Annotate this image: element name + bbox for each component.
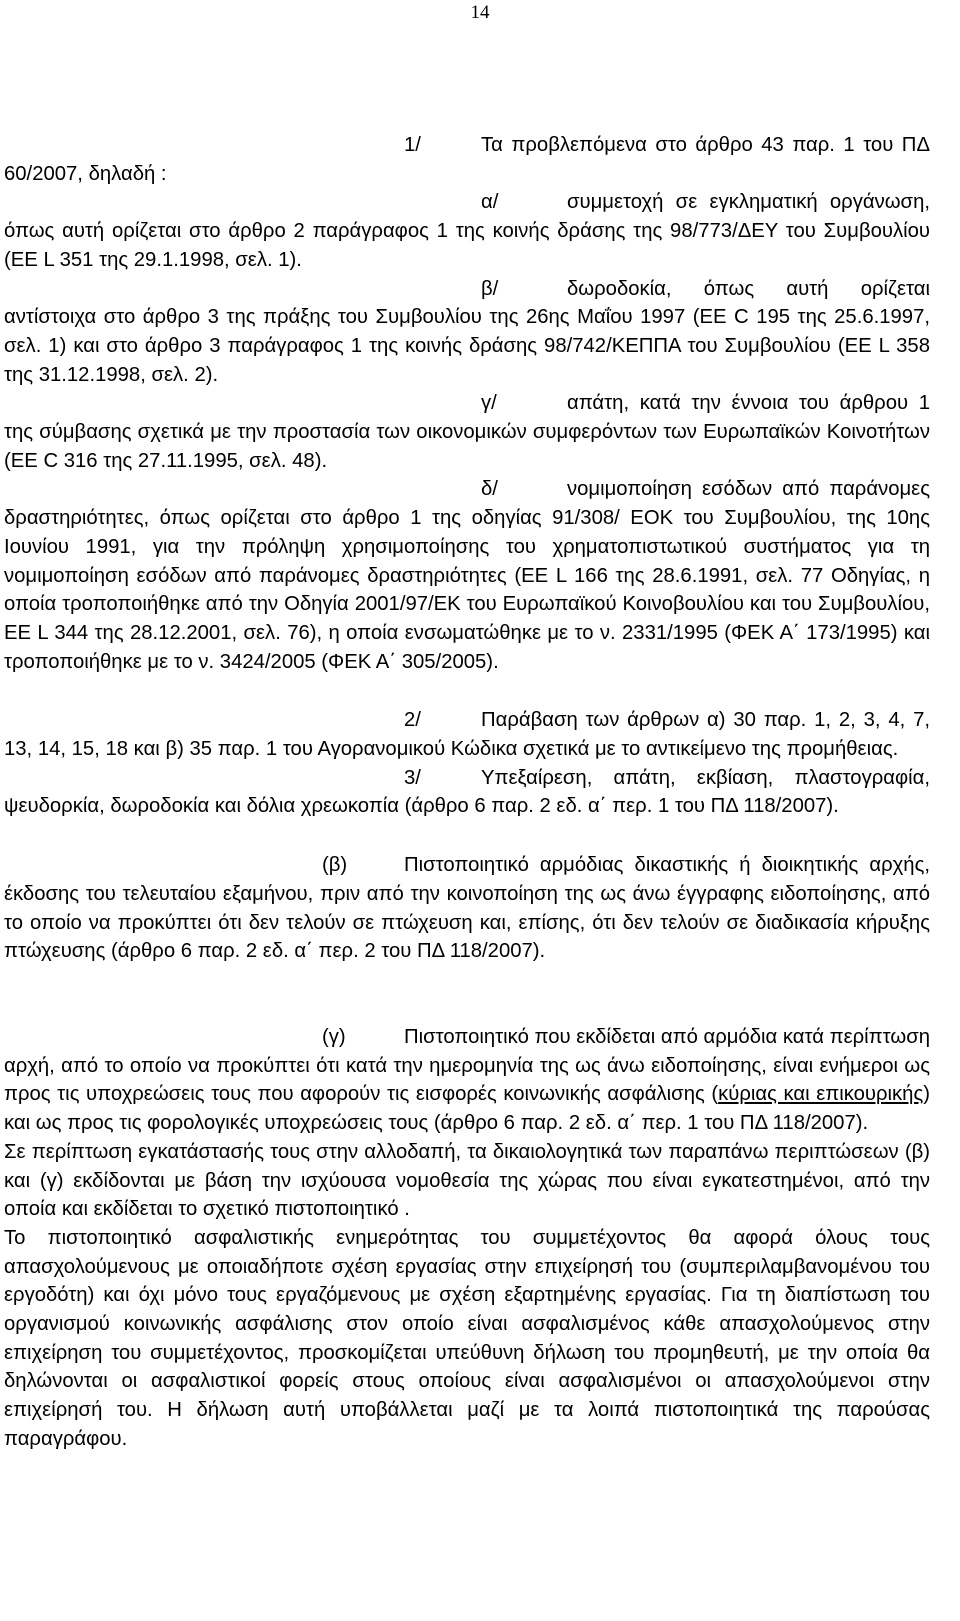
paragraph-insurance: Το πιστοποιητικό ασφαλιστικής ενημερότητας του συμμετέχοντος θα αφορά όλους τους απασχολούμενους με οποιαδήποτε σχέση εργασίας στην επιχείρησή του (συμπεριλαμβανομένου του εργοδότη) και όχι μόνο τους εργαζόμενους με σχέση εξαρτημένης εργασίας. Για τη διαπίστωση του οργανισμού κοινωνικής ασφάλισης στον οποίο είναι ασφαλισμένος κάθε απασχολούμενος στην επιχείρηση του συμμετέχοντος, προσκομίζεται υπεύθυνη δήλωση του προμηθευτή, με την οποία θα δηλώνονται οι ασφαλιστικοί φορείς στους οποίους είναι ασφαλισμένοι οι απασχολούμενοι στην επιχείρησή του. Η δήλωση αυτή υποβάλλεται μαζί με τα λοιπά πιστοποιητικά της παρούσας παραγράφου. [4, 1226, 930, 1450]
item-1-sub-b-label: β/ [481, 277, 499, 300]
item-3-number: 3/ [404, 766, 421, 789]
paragraph-abroad: Σε περίπτωση εγκατάστασής τους στην αλλοδαπή, τα δικαιολογητικά των παραπάνω περιπτώσεων (β) και (γ) εκδίδονται με βάση την ισχύουσα νομοθεσία της χώρας που είναι εγκατεστημένοι, από την οποία και εκδίδεται το σχετικό πιστοποιητικό . [4, 1140, 930, 1221]
document-body [4, 131, 930, 1454]
item-1-sub-c-label: γ/ [481, 392, 497, 415]
item-1 [4, 131, 930, 188]
item-2-text: Παράβαση των άρθρων α) 30 παρ. 1, 2, 3, 4, 7, 13, 14, 15, 18 και β) 35 παρ. 1 του Αγορανομικού Κώδικα σχετικά με το αντικείμενο της προμήθειας. [4, 709, 930, 761]
item-1-sub-c [4, 389, 930, 475]
item-2 [4, 706, 930, 763]
item-2-number: 2/ [404, 709, 421, 732]
item-1-number: 1/ [404, 134, 421, 156]
item-1-sub-b-text: δωροδοκία, όπως αυτή ορίζεται αντίστοιχα στο άρθρο 3 της πράξης του Συμβουλίου της 26ης Μαΐου 1997 (ΕΕ C 195 της 25.6.1997, σελ. 1) και στο άρθρο 3 παράγραφος 1 της κοινής δράσης 98/742/ΚΕΠΠΑ του Συμβουλίου (ΕΕ L 358 της 31.12.1998, σελ. 2). [4, 277, 930, 386]
page-number: 14 [470, 2, 490, 23]
item-1-sub-a-text: συμμετοχή σε εγκληματική οργάνωση, όπως αυτή ορίζεται στο άρθρο 2 παράγραφος 1 της κοινής δράσης της 98/773/ΔΕΥ του Συμβουλίου (ΕΕ L 351 της 29.1.1998, σελ. 1). [4, 191, 930, 271]
paragraph-b-label: (β) [322, 854, 348, 877]
item-1-sub-d-label: δ/ [481, 478, 498, 501]
paragraph-c [4, 1023, 930, 1138]
item-1-text: Τα προβλεπόμενα στο άρθρο 43 παρ. 1 του ΠΔ 60/2007, δηλαδή : [4, 134, 930, 185]
paragraph-b [4, 851, 930, 966]
paragraph-c-underlined-text: κύριας και επικουρικής [718, 1083, 924, 1106]
item-1-sub-c-text: απάτη, κατά την έννοια του άρθρου 1 της σύμβασης σχετικά με την προστασία των οικονομικών συμφερόντων των Ευρωπαϊκών Κοινοτήτων (ΕΕ C 316 της 27.11.1995, σελ. 48). [4, 392, 930, 472]
item-1-sub-b [4, 275, 930, 390]
item-3-text: Υπεξαίρεση, απάτη, εκβίαση, πλαστογραφία, ψευδορκία, δωροδοκία και δόλια χρεωκοπία (άρθρο 6 παρ. 2 εδ. α΄ περ. 1 του ΠΔ 118/2007). [4, 766, 930, 818]
item-1-sub-d-text: νομιμοποίηση εσόδων από παράνομες δραστηριότητες, όπως ορίζεται στο άρθρο 1 της οδηγίας 91/308/ ΕΟΚ του Συμβουλίου, της 10ης Ιουνίου 1991, για την πρόληψη χρησιμοποίησης του χρηματοπιστωτικού συστήματος για τη νομιμοποίηση εσόδων από παράνομες δραστηριότητες (ΕΕ L 166 της 28.6.1991, σελ. 77 Οδηγίας, η οποία τροποποιήθηκε από την Οδηγία 2001/97/ΕΚ του Ευρωπαϊκού Κοινοβουλίου και του Συμβουλίου, ΕΕ L 344 της 28.12.2001, σελ. 76), η οποία ενσωματώθηκε με το ν. 2331/1995 (ΦΕΚ Α΄ 173/1995) και τροποποιήθηκε με το ν. 3424/2005 (ΦΕΚ Α΄ 305/2005). [4, 478, 930, 673]
item-1-sub-a [4, 188, 930, 274]
paragraph-b-text: Πιστοποιητικό αρμόδιας δικαστικής ή διοικητικής αρχής, έκδοσης του τελευταίου εξαμήνου, πριν από την κοινοποίηση της ως άνω έγγραφης ειδοποίησης, από το οποίο να προκύπτει ότι δεν τελούν σε πτώχευση και, επίσης, ότι δεν τελούν σε διαδικασία κήρυξης πτώχευσης (άρθρο 6 παρ. 2 εδ. α΄ περ. 2 του ΠΔ 118/2007). [4, 854, 930, 963]
item-1-sub-a-label: α/ [481, 191, 499, 214]
paragraph-c-text-after: ) και ως προς τις φορολογικές υποχρεώσεις τους (άρθρο 6 παρ. 2 εδ. α΄ περ. 1 του ΠΔ 118/2007). [4, 1083, 930, 1135]
paragraph-c-label: (γ) [322, 1025, 346, 1048]
paragraph-c-text-before: Πιστοποιητικό που εκδίδεται από αρμόδια κατά περίπτωση αρχή, από το οποίο να προκύπτει ότι κατά την ημερομηνία της ως άνω ειδοποίησης, είναι ενήμεροι ως προς τις υποχρεώσεις τους που αφορούν τις εισφορές κοινωνικής ασφάλισης ( [4, 1025, 930, 1106]
item-3 [4, 764, 930, 821]
item-1-sub-d [4, 475, 930, 676]
